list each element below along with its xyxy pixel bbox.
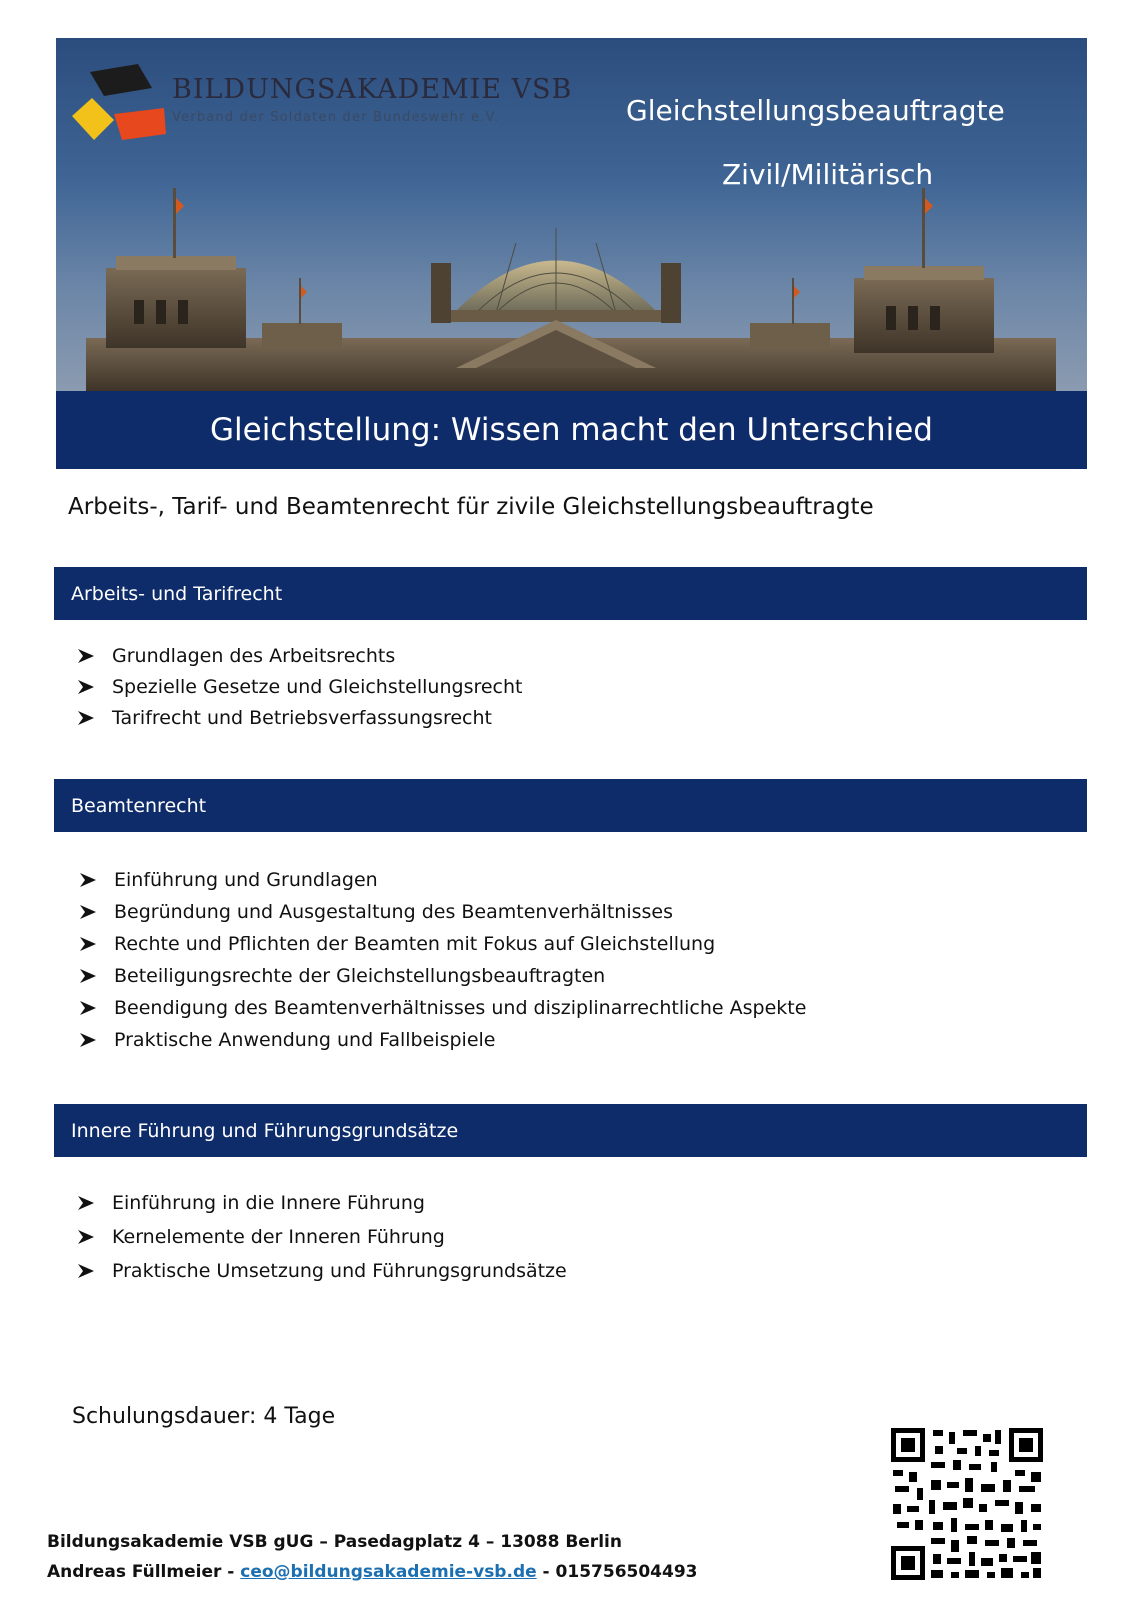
footer-contact	[47, 1562, 698, 1582]
list-item-text: Praktische Umsetzung und Führungsgrundsätze	[112, 1260, 567, 1282]
qr-code-icon[interactable]	[891, 1428, 1043, 1580]
section-header-arbeitsrecht: Arbeits- und Tarifrecht	[54, 567, 1087, 620]
contact-separator: -	[221, 1562, 241, 1582]
bullet-arrow-icon	[78, 1264, 94, 1278]
list-item	[78, 1220, 567, 1254]
bullet-arrow-icon	[78, 711, 94, 725]
list-item-text: Spezielle Gesetze und Gleichstellungsrecht	[112, 675, 523, 698]
hero-banner	[56, 38, 1087, 391]
list-item-text: Begründung und Ausgestaltung des Beamtenverhältnisses	[114, 901, 673, 923]
contact-separator: -	[536, 1562, 556, 1582]
bullet-arrow-icon	[78, 649, 94, 663]
list-item	[80, 864, 806, 896]
list-item	[80, 1024, 806, 1056]
section-header-innere-fuehrung: Innere Führung und Führungsgrundsätze	[54, 1104, 1087, 1157]
list-arbeitsrecht	[78, 640, 523, 733]
list-item	[78, 1254, 567, 1288]
list-beamtenrecht	[80, 864, 806, 1056]
list-item-text: Beteiligungsrechte der Gleichstellungsbeauftragten	[114, 965, 606, 987]
list-item-text: Einführung und Grundlagen	[114, 869, 378, 891]
duration-value: 4 Tage	[263, 1404, 336, 1429]
list-item-text: Einführung in die Innere Führung	[112, 1192, 425, 1214]
duration-label: Schulungsdauer:	[72, 1404, 257, 1429]
hero-heading-line2: Zivil/Militärisch	[722, 158, 934, 191]
brand-subtitle: Verband der Soldaten der Bundeswehr e.V.	[172, 110, 500, 125]
bullet-arrow-icon	[80, 1033, 96, 1047]
list-innere-fuehrung	[78, 1186, 567, 1288]
bullet-arrow-icon	[80, 905, 96, 919]
list-item	[80, 928, 806, 960]
list-item-text: Praktische Anwendung und Fallbeispiele	[114, 1029, 496, 1051]
contact-phone: 015756504493	[555, 1562, 698, 1582]
brand-title: BILDUNGSAKADEMIE VSB	[172, 74, 573, 105]
list-item	[80, 960, 806, 992]
email-link[interactable]: ceo@bildungsakademie-vsb.de	[240, 1562, 537, 1582]
bullet-arrow-icon	[80, 937, 96, 951]
vsb-logo-icon	[70, 62, 166, 144]
page-subtitle: Arbeits-, Tarif- und Beamtenrecht für zivile Gleichstellungsbeauftragte	[68, 494, 874, 520]
list-item	[78, 702, 523, 733]
list-item	[78, 640, 523, 671]
training-duration	[72, 1404, 335, 1429]
contact-name: Andreas Füllmeier	[47, 1562, 222, 1582]
list-item-text: Tarifrecht und Betriebsverfassungsrecht	[112, 706, 492, 729]
list-item-text: Kernelemente der Inneren Führung	[112, 1226, 445, 1248]
bullet-arrow-icon	[80, 969, 96, 983]
list-item	[80, 896, 806, 928]
bullet-arrow-icon	[80, 1001, 96, 1015]
list-item-text: Grundlagen des Arbeitsrechts	[112, 644, 396, 667]
bullet-arrow-icon	[78, 1230, 94, 1244]
banner-title: Gleichstellung: Wissen macht den Unterschied	[56, 391, 1087, 469]
footer-address: Bildungsakademie VSB gUG – Pasedagplatz 4 – 13088 Berlin	[47, 1532, 622, 1552]
list-item	[78, 671, 523, 702]
bullet-arrow-icon	[78, 680, 94, 694]
list-item-text: Rechte und Pflichten der Beamten mit Fokus auf Gleichstellung	[114, 933, 716, 955]
bullet-arrow-icon	[78, 1196, 94, 1210]
bullet-arrow-icon	[80, 873, 96, 887]
list-item	[78, 1186, 567, 1220]
hero-heading-line1: Gleichstellungsbeauftragte	[626, 94, 1005, 127]
section-header-beamtenrecht: Beamtenrecht	[54, 779, 1087, 832]
list-item	[80, 992, 806, 1024]
list-item-text: Beendigung des Beamtenverhältnisses und disziplinarrechtliche Aspekte	[114, 997, 807, 1019]
